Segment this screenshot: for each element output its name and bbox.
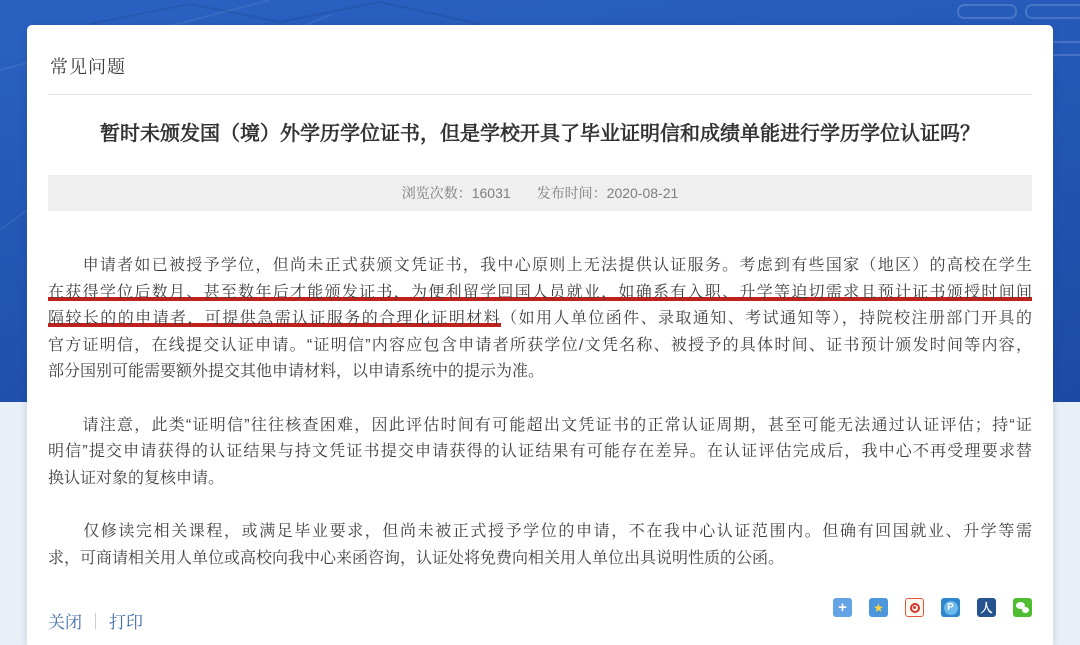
action-divider [95,613,96,629]
print-button[interactable]: 打印 [109,613,143,632]
article-text: （如用人单位函件、录取通知、考试通知等），持院校注册部门开具的 [501,310,1032,327]
share-buttons [833,598,1032,617]
weibo-share-icon[interactable] [905,598,924,617]
content-card [27,25,1053,645]
article-line [48,280,1032,307]
article-line: 申请者如已被授予学位，但尚未正式获颁文凭证书，我中心原则上无法提供认证服务。考虑到有些国家（地区）的高校在学生 [48,257,1032,274]
article-line: 部分国别可能需要额外提交其他申请材料，以申请系统中的提示为准。 [48,363,545,380]
article-line: 官方证明信，在线提交认证申请。“证明信”内容应包含申请者所获学位/文凭名称、被授予的具体时间、证书预计颁发时间等内容， [48,336,1032,354]
article-line [48,306,1032,333]
article-line: 请注意，此类“证明信”往往核查困难，因此评估时间有可能超出文凭证书的正常认证周期，甚至可能无法通过认证评估；持“证 [48,416,1032,434]
paragraph-3 [48,519,1032,572]
red-underlined-text: 隔较长的的申请者，可提供急需认证服务的合理化证明材料 [48,310,502,327]
publish-label: 发布时间： [536,185,607,201]
article-line: 求，可商请相关用人单位或高校向我中心来函咨询，认证处将免费向相关用人单位出具说明性质的公函。 [48,549,785,567]
wechat-bubble-glyph [1022,607,1029,613]
article-footer [48,598,1032,633]
pengyou-share-icon[interactable] [941,598,960,617]
paragraph-2 [48,413,1032,493]
share-expand-icon[interactable]: + [833,598,852,617]
qzone-share-icon[interactable]: ★ [869,598,888,617]
article-line: 明信”提交申请获得的认证结果与持文凭证书提交申请获得的认证结果有可能存在差异。在认证评估完成后，我中心不再受理要求替 [48,443,1032,460]
weibo-eye-glyph [910,603,920,613]
article-body [48,253,1032,572]
publish-date: 2020-08-21 [606,185,679,201]
document-actions [48,608,143,633]
views-count: 16031 [471,185,511,201]
article-title: 暂时未颁发国（境）外学历学位证书，但是学校开具了毕业证明信和成绩单能进行学历学位认证吗？ [100,123,980,145]
pengyou-p-glyph: P [944,601,958,615]
article-meta-bar [48,175,1032,211]
close-button[interactable]: 关闭 [48,613,82,632]
article-line: 仅修读完相关课程，或满足毕业要求，但尚未被正式授予学位的申请，不在我中心认证范围内。但确有回国就业、升学等需 [48,523,1032,540]
views-label: 浏览次数： [401,185,472,201]
section-title: 常见问题 [48,51,1032,95]
wechat-share-icon[interactable] [1013,598,1032,617]
paragraph-1 [48,253,1032,386]
article-line: 换认证对象的复核申请。 [48,469,225,487]
red-underlined-text: 在获得学位后数月、甚至数年后才能颁发证书，为便利留学回国人员就业，如确系有入职、升学等迫切需求且预计证书颁授时间间 [48,283,1032,301]
renren-share-icon[interactable]: 人 [977,598,996,617]
